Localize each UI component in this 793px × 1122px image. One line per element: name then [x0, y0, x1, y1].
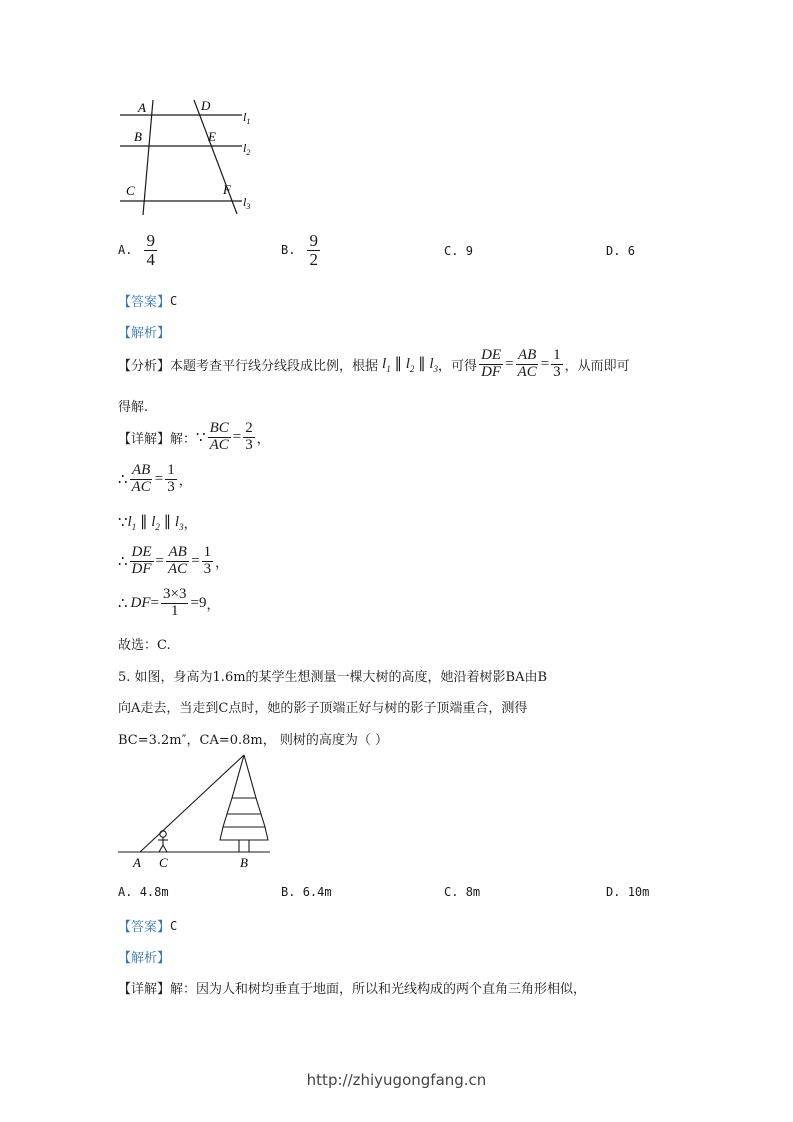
label-B: B [134, 129, 142, 144]
q4-fenxi-line: 【分析】 本题考查平行线分线段成比例，根据 $l_1$ ∥ $l_2$ ∥ $l_3$ ，可得 $\frac{DE}{DF}$ = $\frac{AB}{AC}$ = $\frac{1}{3}$ ，从而即可 [118, 347, 630, 380]
parallel-relation: $l_1$ ∥ $l_2$ ∥ $l_3$ [382, 356, 439, 375]
q5-stem-line2: 向A走去，当走到C点时，她的影子顶端正好与树的影子顶端重合，测得 [118, 701, 528, 716]
q5-answer: 【答案】 C [118, 916, 177, 935]
q4-detail-step4: ∴ $\frac{DE}{DF}$ = $\frac{AB}{AC}$ = $\frac{1}{3}$ ， [118, 544, 229, 577]
label-l1: $l_1$ [243, 110, 251, 126]
q4-detail-step2: ∴ $\frac{AB}{AC}$ = $\frac{1}{3}$ ， [118, 462, 192, 495]
q4-option-d: D. 6 [606, 244, 635, 258]
q5-detail: 【详解】 解：因为人和树均垂直于地面，所以和光线构成的两个直角三角形相似， [118, 982, 587, 997]
q5-option-b: B. 6.4m [281, 885, 332, 899]
label-C: C [159, 855, 168, 870]
tree-shadow-figure [115, 750, 275, 875]
q4-option-b-fraction: $\frac{9}{2}$ [309, 231, 318, 269]
q4-detail-step3: ∵ $l_1$ ∥ $l_2$ ∥ $l_3$ ， [118, 514, 197, 532]
q4-choose: 故选：C. [118, 638, 171, 653]
q4-option-c: C. 9 [444, 244, 473, 258]
q4-detail-step5: ∴ DF = $\frac{3\times 3}{1}$ = 9 ， [118, 586, 220, 619]
answer-tag: 【答案】 [118, 920, 171, 935]
q5-stem-line3: BC=3.2m″，CA=0.8m， 则树的高度为（ ） [118, 733, 388, 748]
q4-option-a-fraction: $\frac{9}{4}$ [146, 231, 155, 269]
label-E: E [208, 129, 216, 144]
q4-fenxi-line2: 得解. [118, 400, 149, 415]
q4-analysis-tag: 【解析】 [118, 326, 171, 341]
label-F: F [223, 182, 231, 197]
q4-answer: 【答案】 C [118, 291, 177, 310]
footer-url: http://zhiyugongfang.cn [306, 1071, 487, 1089]
q5-stem-line1: 5. 如图，身高为1.6m的某学生想测量一棵大树的高度，她沿着树影BA由B [118, 670, 548, 685]
label-B: B [240, 855, 248, 870]
q4-option-a: A. $\frac{9}{4}$ [118, 231, 155, 269]
q5-analysis-tag: 【解析】 [118, 951, 171, 966]
parallel-lines-figure [112, 96, 262, 221]
label-C: C [126, 183, 135, 198]
label-A: A [133, 855, 141, 870]
label-A: A [138, 100, 146, 115]
answer-tag: 【答案】 [118, 295, 171, 310]
label-l3: $l_3$ [243, 195, 251, 211]
label-l2: $l_2$ [243, 141, 251, 157]
q5-option-a: A. 4.8m [118, 885, 169, 899]
q4-detail-step1: 【详解】 解： ∵ $\frac{BC}{AC}$ = $\frac{2}{3}$ ， [118, 420, 270, 453]
q5-option-d: D. 10m [606, 885, 650, 899]
label-D: D [201, 98, 211, 113]
q5-option-c: C. 8m [444, 885, 481, 899]
q4-option-b: B. $\frac{9}{2}$ [281, 231, 318, 269]
